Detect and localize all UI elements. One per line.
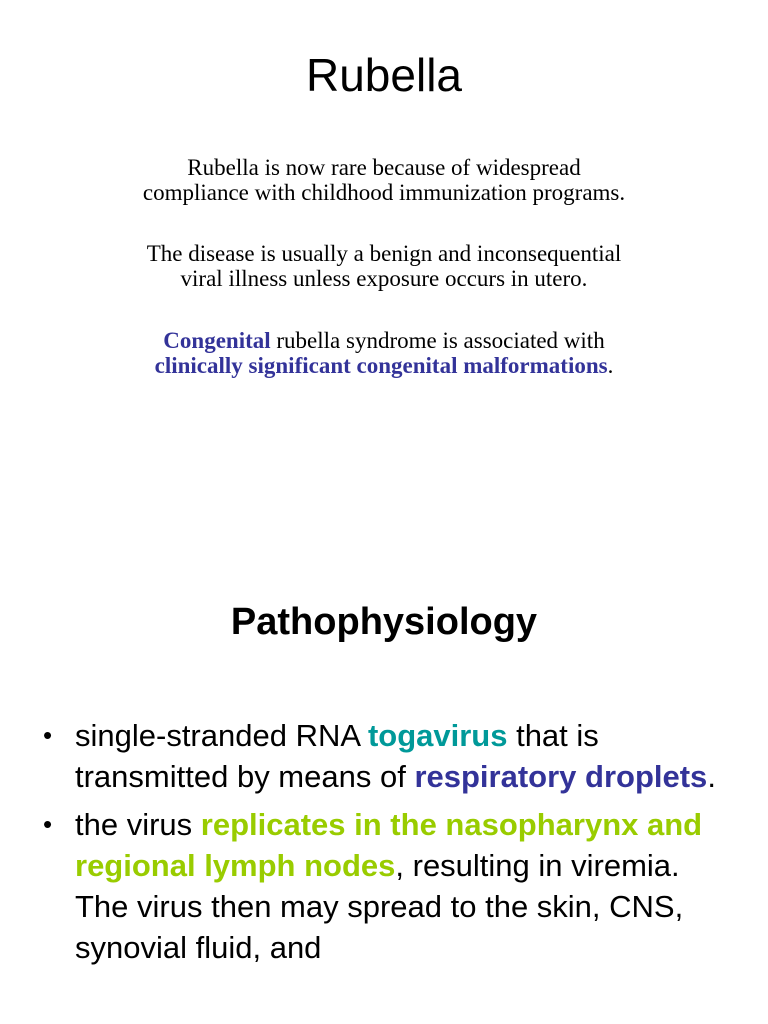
bullet-text: , resulting in viremia. The virus then may spread to the skin, CNS, synovial fluid, and — [75, 848, 684, 965]
slide-title: Rubella — [306, 49, 462, 101]
bullet-list — [0, 715, 768, 975]
paragraph-congenital — [84, 328, 684, 378]
bullet-item-togavirus — [0, 715, 768, 797]
highlight-congenital: Congenital — [163, 328, 271, 353]
paragraph-text: . — [607, 353, 614, 378]
bullet-marker: • — [43, 720, 53, 750]
highlight-respiratory-droplets: respiratory droplets — [414, 759, 708, 794]
paragraph-benign — [84, 241, 684, 291]
highlight-togavirus: togavirus — [367, 718, 508, 753]
paragraph-line: compliance with childhood immunization programs. — [142, 180, 626, 205]
bullet-marker: • — [43, 809, 53, 839]
bullet-text: that is transmitted by means of — [75, 718, 599, 794]
slide-pathophysiology — [0, 575, 768, 1024]
bullet-text: the virus — [75, 807, 201, 842]
slide-rubella — [0, 0, 768, 470]
paragraph-line: viral illness unless exposure occurs in utero. — [180, 266, 588, 291]
highlight-malformations: clinically significant congenital malformations — [154, 353, 608, 378]
paragraph-line: The disease is usually a benign and inconsequential — [146, 241, 622, 266]
slide-title: Pathophysiology — [230, 601, 538, 643]
bullet-item-replication — [0, 804, 768, 968]
bullet-text: . — [707, 759, 716, 794]
paragraph-text: rubella syndrome is associated with — [270, 328, 605, 353]
paragraph-line: Rubella is now rare because of widespread — [187, 155, 581, 180]
highlight-replicates: replicates in the nasopharynx and regional lymph nodes — [75, 807, 703, 883]
paragraph-rarity — [84, 155, 684, 205]
bullet-text: single-stranded RNA — [75, 718, 368, 753]
